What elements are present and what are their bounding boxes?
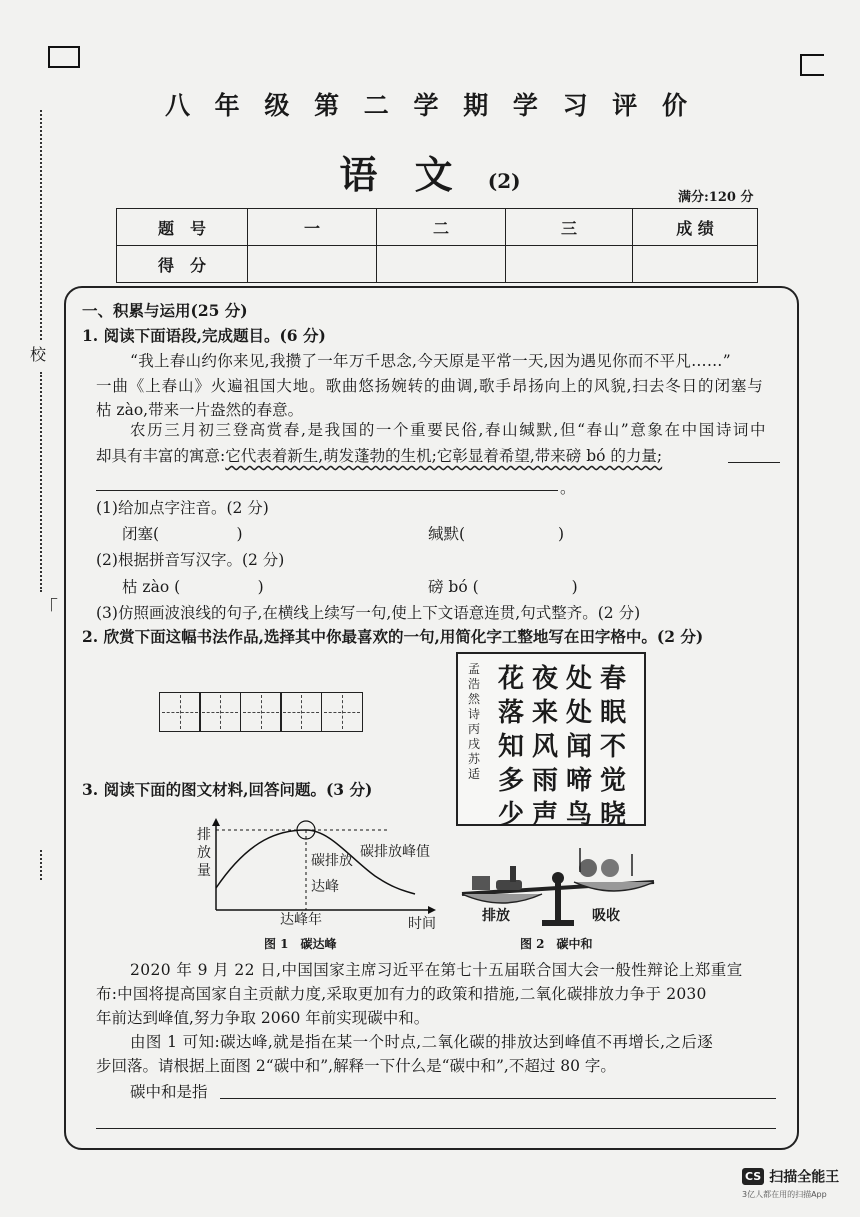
left-pan <box>462 894 542 903</box>
scanner-tagline: 3亿人都在用的扫描App <box>742 1189 827 1199</box>
score-input-cell[interactable] <box>506 246 633 283</box>
paragraph-line: 2020 年 9 月 22 日,中国国家主席习近平在第七十五届联合国大会一般性辩论上郑重宣 <box>130 961 743 979</box>
cs-logo-icon: CS <box>742 1168 764 1185</box>
table-cell: 二 <box>377 209 506 246</box>
paragraph-line: 由图 1 可知:碳达峰,就是指在某一个时点,二氧化碳的排放达到峰值不再增长,之后逐 <box>130 1033 714 1051</box>
question-2-prompt: 2. 欣赏下面这幅书法作品,选择其中你最喜欢的一句,用简化字工整地写在田字格中。(2 分) <box>82 627 704 646</box>
car-icon <box>496 880 522 890</box>
tianzige-cell[interactable] <box>321 692 363 732</box>
fig1-caption: 图 1 碳达峰 <box>264 937 337 951</box>
fig2-right-label: 吸收 <box>592 908 620 924</box>
paragraph-line: 一曲《上春山》火遍祖国大地。歌曲悠扬婉转的曲调,歌手昂扬向上的风貌,扫去冬日的闭塞与 <box>96 377 764 395</box>
corner-mark-left <box>48 46 80 68</box>
table-cell: 三 <box>506 209 633 246</box>
tianzige-cell[interactable] <box>159 692 201 732</box>
paragraph-line: 年前达到峰值,努力争取 2060 年前实现碳中和。 <box>96 1009 430 1027</box>
paragraph-line <box>96 446 662 466</box>
answer-prefix: 碳中和是指 <box>130 1083 208 1101</box>
fig1-xlabel: 时间 <box>408 916 436 932</box>
fig2-caption: 图 2 碳中和 <box>520 937 593 951</box>
scanner-brand: 扫描全能王 <box>769 1169 840 1186</box>
fig2-left-label: 排放 <box>482 908 510 924</box>
pinyin-blank[interactable]: 闭塞( ) <box>122 525 243 543</box>
calligraphy-artwork <box>456 652 646 830</box>
factory-icon <box>472 876 490 890</box>
hanzi-blank[interactable]: 枯 zào ( ) <box>122 578 264 596</box>
score-input-cell[interactable] <box>633 246 758 283</box>
right-pan <box>574 882 654 891</box>
section-title: 一、积累与运用(25 分) <box>82 301 248 320</box>
paragraph-line: 步回落。请根据上面图 2“碳中和”,解释一下什么是“碳中和”,不超过 80 字。 <box>96 1057 616 1075</box>
answer-line[interactable] <box>96 1128 776 1129</box>
sub-question: (2)根据拼音写汉字。(2 分) <box>96 551 285 569</box>
tianzige-cell[interactable] <box>240 692 282 732</box>
scale-pivot <box>552 872 564 884</box>
calligraphy-column: 处处闻啼鸟 <box>565 664 592 830</box>
fig1-xlabel-peak: 达峰年 <box>280 912 322 928</box>
hanzi-blank[interactable]: 磅 bó ( ) <box>428 578 578 596</box>
calligraphy-column: 春眠不觉晓 <box>599 664 626 830</box>
score-input-cell[interactable] <box>248 246 377 283</box>
fig1-peak-label: 碳排放峰值 <box>360 844 430 860</box>
scanner-watermark <box>742 1166 839 1200</box>
answer-line[interactable] <box>728 462 780 463</box>
table-cell: 成 绩 <box>633 209 758 246</box>
exam-title: 八 年 级 第 二 学 期 学 习 评 价 <box>164 91 696 120</box>
full-score: 满分:120 分 <box>678 190 754 205</box>
tianzige-cell[interactable] <box>199 692 241 732</box>
answer-line[interactable] <box>96 490 558 491</box>
margin-char: 校 <box>30 345 47 364</box>
score-input-cell[interactable] <box>377 246 506 283</box>
answer-line[interactable] <box>220 1098 776 1099</box>
question-3-prompt: 3. 阅读下面的图文材料,回答问题。(3 分) <box>82 780 373 799</box>
corner-mark-right <box>800 54 824 76</box>
margin-char: 「 <box>38 596 58 620</box>
tianzige-cell[interactable] <box>280 692 322 732</box>
paragraph-line: 枯 zào,带来一片盎然的春意。 <box>96 401 304 419</box>
paragraph-line: “我上春山约你来见,我攒了一年万千思念,今天原是平常一天,因为遇见你而不平凡……” <box>130 352 731 370</box>
binding-line <box>40 372 42 592</box>
table-cell: 一 <box>248 209 377 246</box>
calligraphy-column: 花落知多少 <box>497 664 524 830</box>
tree-icon <box>579 859 597 877</box>
pinyin-blank[interactable]: 缄默( ) <box>428 525 565 543</box>
score-table <box>116 208 758 283</box>
y-axis-arrow <box>212 818 220 826</box>
table-cell: 得 分 <box>117 246 248 283</box>
calligraphy-column: 夜来风雨声 <box>531 664 558 830</box>
chimney-icon <box>510 866 516 882</box>
fig1-curve-label: 碳排放达峰 <box>311 853 353 895</box>
paragraph-line: 布:中国将提高国家自主贡献力度,采取更加有力的政策和措施,二氧化碳排放力争于 2030 <box>96 985 707 1003</box>
subject-number: (2) <box>487 169 521 193</box>
binding-line <box>40 850 42 880</box>
fig1-ylabel: 排放量 <box>197 827 211 879</box>
subject-name: 语 文 <box>339 152 465 197</box>
question-1-prompt: 1. 阅读下面语段,完成题目。(6 分) <box>82 326 326 345</box>
table-cell: 题 号 <box>117 209 248 246</box>
paragraph-line: 农历三月初三登高赏春,是我国的一个重要民俗,春山缄默,但“春山”意象在中国诗词中 <box>130 421 768 439</box>
calligraphy-signature: 孟浩然诗 丙戌 苏适 <box>467 662 480 781</box>
tianzige-grid[interactable] <box>160 692 363 732</box>
x-axis-arrow <box>428 906 436 914</box>
paragraph-text: 却具有丰富的寓意: <box>96 447 226 465</box>
tree-icon <box>601 859 619 877</box>
sub-question: (1)给加点字注音。(2 分) <box>96 499 269 517</box>
line-end-period: 。 <box>560 479 576 497</box>
sub-question: (3)仿照画波浪线的句子,在横线上续写一句,使上下文语意连贯,句式整齐。(2 分) <box>96 604 641 622</box>
wavy-underlined-sentence: 它代表着新生,萌发蓬勃的生机;它彰显着希望,带来磅 bó 的力量; <box>225 447 663 465</box>
